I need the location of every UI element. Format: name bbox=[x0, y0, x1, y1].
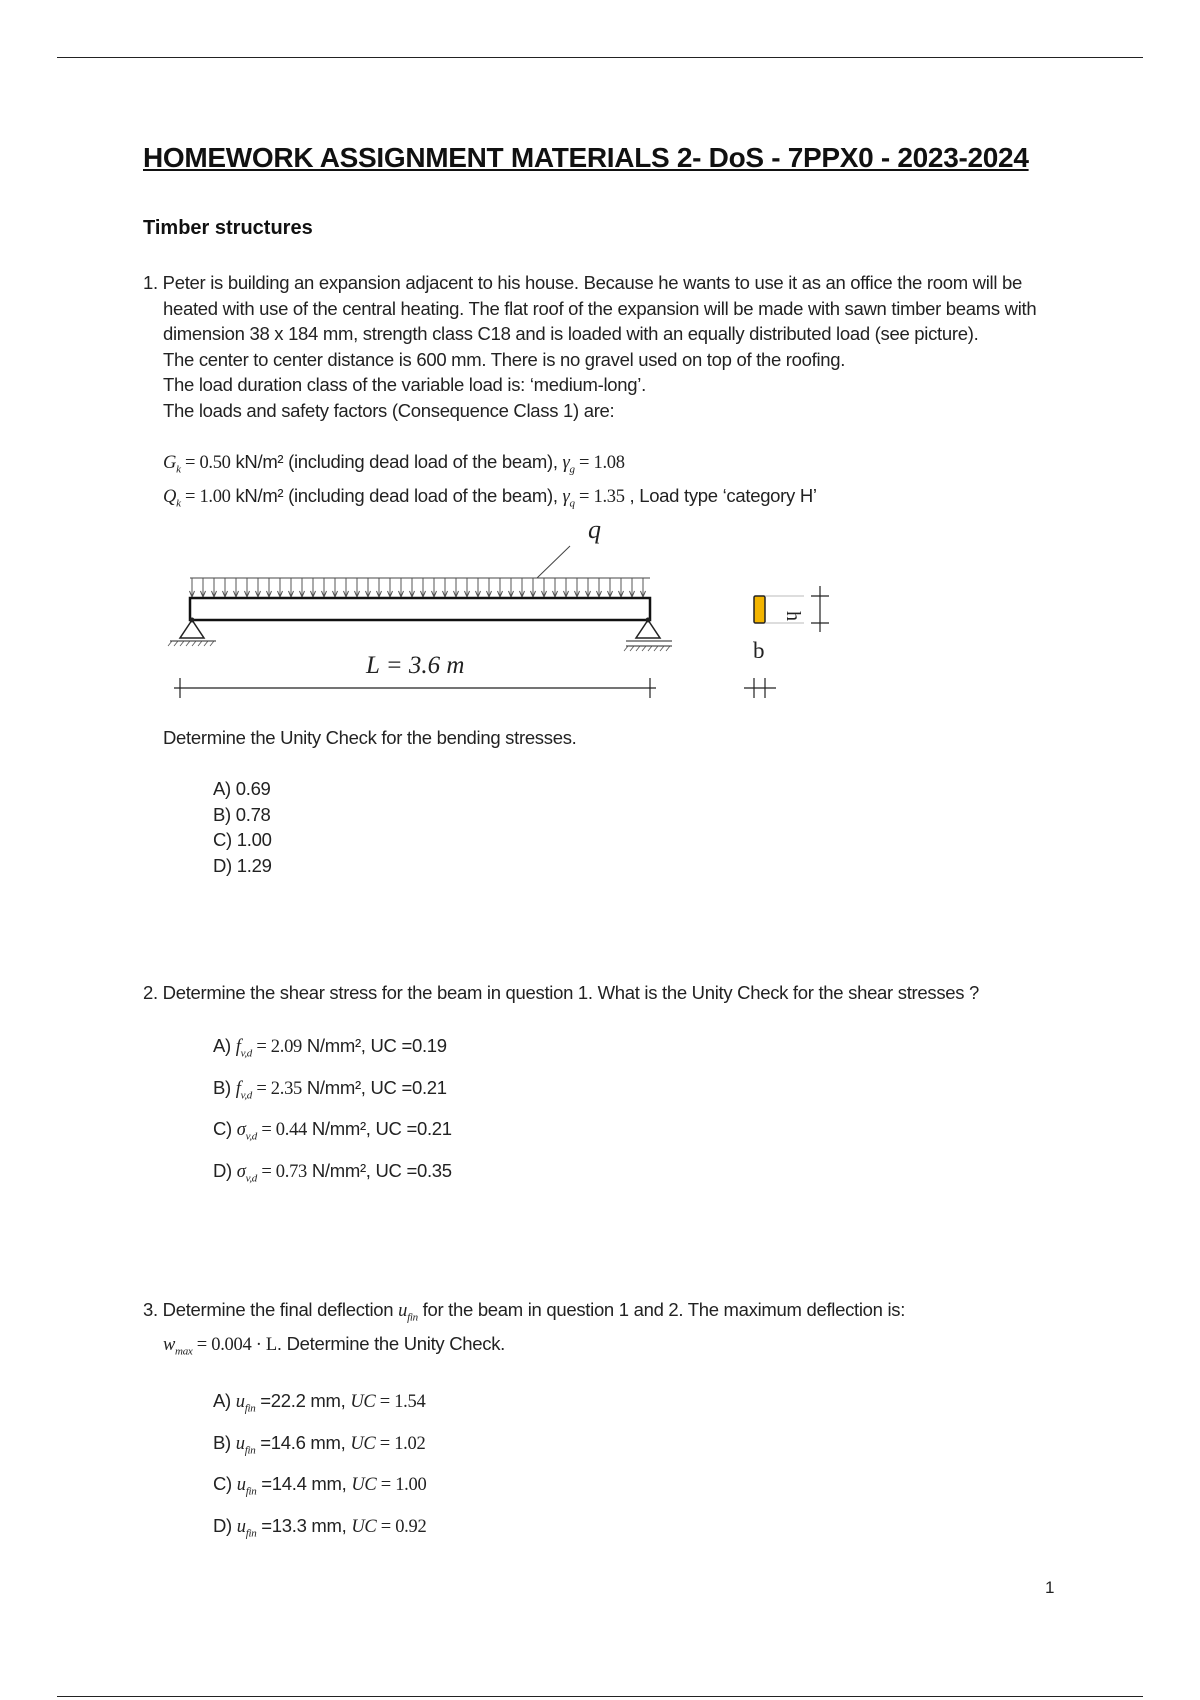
option-uc: UC bbox=[350, 1433, 376, 1454]
q3-expression: = 0.004 · L bbox=[192, 1335, 277, 1355]
q1-line: The loads and safety factors (Consequence Class 1) are: bbox=[163, 399, 615, 421]
option-uc-value: = 1.54 bbox=[375, 1392, 426, 1412]
q3-symbol: u bbox=[398, 1301, 408, 1321]
cross-section bbox=[744, 586, 829, 698]
option-value: = 0.73 bbox=[257, 1162, 307, 1183]
q3-option-c[interactable] bbox=[213, 1467, 426, 1509]
load-subscript: k bbox=[176, 497, 181, 510]
option-subscript: v,d bbox=[240, 1089, 253, 1102]
q3-text: for the beam in question 1 and 2. The maximum deflection is: bbox=[417, 1299, 906, 1320]
option-value: =22.2 mm, bbox=[255, 1390, 351, 1411]
option-symbol: f bbox=[235, 1037, 241, 1057]
gamma-value: = 1.08 bbox=[574, 453, 625, 473]
q1-options bbox=[213, 776, 272, 878]
left-support bbox=[168, 618, 216, 647]
right-support bbox=[624, 618, 672, 652]
q3-option-a[interactable] bbox=[213, 1384, 426, 1426]
option-subscript: fin bbox=[245, 1527, 257, 1540]
q1-line: The load duration class of the variable load is: ‘medium-long’. bbox=[163, 374, 646, 395]
load-permanent bbox=[163, 451, 625, 476]
q1-option-a[interactable]: A) 0.69 bbox=[213, 778, 271, 799]
option-letter: B) bbox=[213, 1431, 231, 1453]
option-uc-value: = 0.92 bbox=[376, 1517, 427, 1538]
option-symbol: u bbox=[235, 1392, 245, 1412]
q2-option-c[interactable] bbox=[213, 1112, 452, 1154]
option-symbol: u bbox=[236, 1475, 246, 1496]
option-rest: N/mm², UC =0.35 bbox=[306, 1160, 452, 1182]
height-label: h bbox=[782, 611, 804, 621]
q3-option-d[interactable] bbox=[213, 1509, 426, 1551]
gamma-symbol: γ bbox=[562, 453, 570, 473]
q3-subscript: fin bbox=[407, 1311, 418, 1324]
width-label: b bbox=[753, 638, 765, 663]
top-rule bbox=[57, 57, 1143, 58]
q3-symbol: w bbox=[163, 1335, 176, 1355]
load-description: kN/m² (including dead load of the beam), bbox=[230, 451, 563, 472]
q1-line: 1. Peter is building an expansion adjacent to his house. Because he wants to use it as an office the room will be bbox=[143, 272, 1022, 293]
load-type: , Load type ‘category H’ bbox=[624, 485, 817, 506]
option-subscript: v,d bbox=[245, 1172, 258, 1185]
option-value: = 2.35 bbox=[252, 1078, 302, 1099]
q-leader-line bbox=[537, 546, 570, 578]
q1-line: dimension 38 x 184 mm, strength class C18 and is loaded with an equally distributed load (see picture). bbox=[163, 323, 979, 344]
option-letter: A) bbox=[213, 1035, 231, 1056]
q1-prompt: Determine the Unity Check for the bending stresses. bbox=[163, 727, 577, 748]
question-3-line-1 bbox=[143, 1297, 905, 1331]
q2-option-a[interactable] bbox=[213, 1029, 452, 1071]
gamma-subscript: q bbox=[569, 497, 575, 510]
q2-option-b[interactable] bbox=[213, 1071, 452, 1113]
span-dimension-line bbox=[174, 678, 656, 698]
gamma-subscript: g bbox=[569, 463, 575, 476]
load-symbol: Q bbox=[163, 487, 177, 507]
option-uc: UC bbox=[351, 1475, 377, 1496]
gamma-value: = 1.35 bbox=[574, 487, 625, 507]
load-variable bbox=[163, 485, 817, 510]
option-letter: A) bbox=[213, 1390, 231, 1411]
load-symbol: G bbox=[163, 453, 177, 473]
option-letter: C) bbox=[213, 1118, 232, 1140]
cross-section-rect bbox=[754, 596, 765, 623]
load-value: = 1.00 bbox=[180, 487, 231, 507]
bottom-rule bbox=[57, 1696, 1143, 1697]
option-rest: N/mm², UC =0.19 bbox=[301, 1035, 447, 1056]
option-uc: UC bbox=[351, 1517, 377, 1538]
option-subscript: fin bbox=[244, 1402, 256, 1415]
option-letter: B) bbox=[213, 1076, 231, 1098]
option-value: =14.4 mm, bbox=[256, 1473, 352, 1495]
option-value: = 0.44 bbox=[257, 1120, 307, 1141]
option-uc: UC bbox=[350, 1392, 376, 1412]
q3-text: 3. Determine the final deflection bbox=[143, 1299, 399, 1320]
section-heading: Timber structures bbox=[143, 217, 313, 239]
gamma-symbol: γ bbox=[562, 487, 570, 507]
option-letter: D) bbox=[213, 1515, 232, 1537]
question-1-text bbox=[143, 270, 1083, 423]
q1-option-d[interactable]: D) 1.29 bbox=[213, 854, 272, 876]
option-symbol: u bbox=[235, 1433, 245, 1454]
q2-option-d[interactable] bbox=[213, 1154, 452, 1196]
option-subscript: v,d bbox=[240, 1047, 253, 1060]
option-value: = 2.09 bbox=[252, 1037, 302, 1057]
q3-options bbox=[213, 1384, 426, 1551]
span-label: L = 3.6 m bbox=[366, 652, 465, 679]
option-rest: N/mm², UC =0.21 bbox=[301, 1076, 447, 1098]
load-value: = 0.50 bbox=[180, 453, 231, 473]
option-value: =14.6 mm, bbox=[255, 1431, 351, 1453]
q1-option-c[interactable]: C) 1.00 bbox=[213, 829, 272, 850]
q1-option-b[interactable]: B) 0.78 bbox=[213, 803, 271, 825]
option-subscript: fin bbox=[244, 1444, 256, 1457]
question-3-line-2 bbox=[163, 1331, 505, 1365]
option-rest: N/mm², UC =0.21 bbox=[306, 1118, 452, 1140]
option-uc-value: = 1.02 bbox=[375, 1433, 426, 1454]
option-letter: C) bbox=[213, 1473, 232, 1495]
option-uc-value: = 1.00 bbox=[376, 1475, 427, 1496]
option-symbol: f bbox=[235, 1078, 241, 1099]
question-2-text: 2. Determine the shear stress for the beam in question 1. What is the Unity Check for the shear stresses ? bbox=[143, 982, 980, 1003]
q1-line: heated with use of the central heating. The flat roof of the expansion will be made with sawn timber beams with bbox=[163, 297, 1037, 319]
load-arrow-group bbox=[190, 578, 646, 597]
option-letter: D) bbox=[213, 1160, 232, 1182]
q3-option-b[interactable] bbox=[213, 1426, 426, 1468]
q3-text: . Determine the Unity Check. bbox=[276, 1333, 505, 1354]
beam-diagram bbox=[160, 520, 860, 710]
option-symbol: σ bbox=[236, 1120, 246, 1141]
option-symbol: u bbox=[236, 1517, 246, 1538]
option-subscript: v,d bbox=[245, 1131, 258, 1144]
load-subscript: k bbox=[176, 463, 181, 476]
load-q-label: q bbox=[588, 520, 601, 544]
page-number: 1 bbox=[1045, 1578, 1055, 1597]
page-title: HOMEWORK ASSIGNMENT MATERIALS 2- DoS - 7PPX0 - 2023-2024 bbox=[143, 142, 1029, 173]
option-symbol: σ bbox=[236, 1162, 246, 1183]
timber-beam bbox=[190, 598, 650, 620]
q3-subscript: max bbox=[175, 1345, 193, 1358]
q1-line: The center to center distance is 600 mm. There is no gravel used on top of the roofing. bbox=[163, 348, 846, 370]
load-description: kN/m² (including dead load of the beam), bbox=[230, 485, 563, 506]
option-subscript: fin bbox=[245, 1486, 257, 1499]
q2-options bbox=[213, 1029, 452, 1196]
option-value: =13.3 mm, bbox=[256, 1515, 352, 1537]
